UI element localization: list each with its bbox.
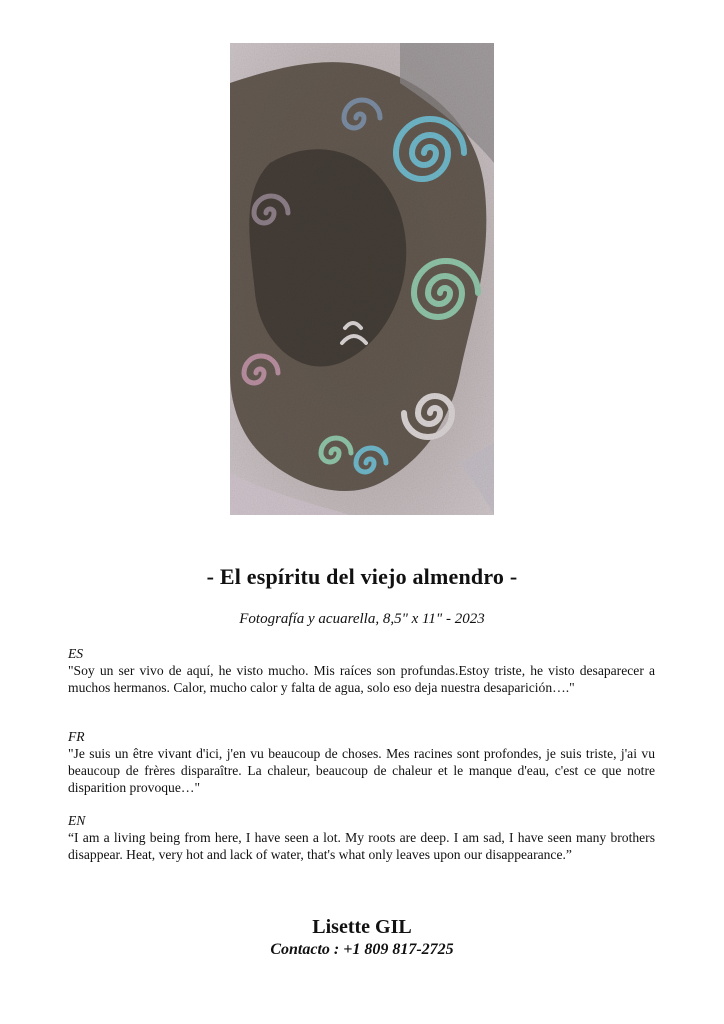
section-text: "Soy un ser vivo de aquí, he visto mucho. Mis raíces son profundas.Estoy triste, he visto desaparecer a muchos hermanos. Calor, mucho calor y falta de agua, solo eso deja nuestra desaparición…." <box>68 663 655 695</box>
section-en <box>68 812 655 863</box>
artwork-title: - El espíritu del viejo almendro - <box>206 564 518 589</box>
artwork-illustration <box>230 43 494 515</box>
contact-phone: Contacto : +1 809 817-2725 <box>270 941 454 958</box>
author-name: Lisette GIL <box>312 916 412 938</box>
section-text: "Je suis un être vivant d'ici, j'en vu beaucoup de choses. Mes racines sont profondes, je suis triste, j'ai vu beaucoup de frères disparaître. La chaleur, beaucoup de chaleur et le manque d'eau, c'est ce que notre disparition provoque…" <box>68 746 655 795</box>
artwork-image <box>230 43 494 515</box>
section-text: “I am a living being from here, I have seen a lot. My roots are deep. I am sad, I have seen many brothers disappear. Heat, very hot and lack of water, that's what only leaves upon our disappearance.” <box>68 830 655 862</box>
artwork-subtitle: Fotografía y acuarella, 8,5" x 11" - 2023 <box>239 611 485 627</box>
section-es <box>68 645 655 696</box>
section-lang-label: ES <box>68 646 84 661</box>
section-lang-label: EN <box>68 813 86 828</box>
section-lang-label: FR <box>68 729 85 744</box>
section-fr <box>68 728 655 796</box>
